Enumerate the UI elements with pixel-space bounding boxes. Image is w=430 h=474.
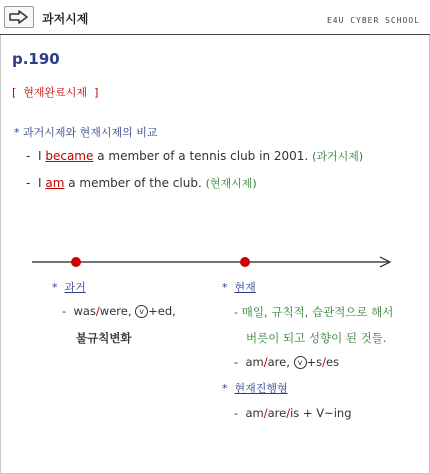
progressive-form-am: am: [245, 406, 264, 420]
present-slash: /: [263, 355, 268, 369]
example-rest: a member of the club.: [68, 176, 202, 190]
progressive-slash: /: [286, 406, 291, 420]
past-slash: /: [95, 304, 100, 318]
section-label: 현재완료시제: [23, 86, 88, 99]
verb-circle-icon: v: [294, 356, 307, 369]
header-title: 과저시제: [42, 12, 89, 26]
past-point-marker: [71, 257, 81, 267]
present-forms: [234, 355, 339, 369]
present-heading: [222, 279, 256, 295]
example-subject: I: [37, 176, 42, 190]
section-bracket-open: [: [12, 86, 17, 99]
present-dash: -: [234, 355, 239, 369]
arrow-right-icon[interactable]: [4, 6, 34, 28]
verb-circle-icon: v: [135, 305, 148, 318]
example-verb: am: [45, 176, 65, 190]
example-dash: -: [26, 149, 31, 163]
progressive-title: 현재진행형: [234, 382, 288, 395]
example-rest: a member of a tennis club in 2001.: [97, 149, 309, 163]
past-heading: [52, 279, 86, 295]
example-sentence: [26, 175, 257, 191]
present-form-am: am: [245, 355, 264, 369]
past-form-ed: +ed,: [148, 304, 176, 318]
progressive-forms: [234, 406, 352, 420]
present-form-are: are,: [267, 355, 290, 369]
page-reference: p.190: [12, 50, 60, 68]
past-forms: [62, 304, 176, 318]
topic-heading: * 과거시제와 현재시제의 비교: [14, 126, 158, 139]
school-name: E4U CYBER SCHOOL: [326, 16, 420, 25]
past-irregular: 불규칙변화: [76, 331, 132, 345]
present-form-es: es: [326, 355, 340, 369]
past-star: *: [52, 281, 58, 294]
example-tense-tag: (현재시제): [205, 177, 257, 190]
example-dash: -: [26, 176, 31, 190]
present-desc-line2: 버릇이 되고 성향이 된 것들.: [246, 331, 387, 345]
progressive-star: *: [222, 382, 228, 395]
progressive-heading: [222, 380, 288, 396]
example-tense-tag: (과거시제): [312, 150, 364, 163]
present-desc-line1: - 매일, 규칙적, 습관적으로 해서: [234, 305, 394, 319]
example-subject: I: [37, 149, 42, 163]
past-dash: -: [62, 304, 67, 318]
example-verb: became: [45, 149, 94, 163]
present-star: *: [222, 281, 228, 294]
example-sentence: [26, 148, 363, 164]
present-form-s: +s: [306, 355, 323, 369]
past-form-was: was: [73, 304, 96, 318]
present-point-marker: [240, 257, 250, 267]
section-heading: [12, 84, 98, 100]
progressive-dash: -: [234, 406, 239, 420]
header-bar: [0, 0, 430, 34]
progressive-form-are: are: [267, 406, 287, 420]
timeline: [0, 250, 430, 274]
progressive-slash: /: [263, 406, 268, 420]
present-slash: /: [322, 355, 327, 369]
section-bracket-close: ]: [94, 86, 99, 99]
present-title: 현재: [234, 281, 256, 294]
header-divider: [0, 34, 430, 35]
progressive-form-is: is + V~ing: [290, 406, 352, 420]
past-title: 과거: [64, 281, 86, 294]
past-form-were: were,: [99, 304, 132, 318]
